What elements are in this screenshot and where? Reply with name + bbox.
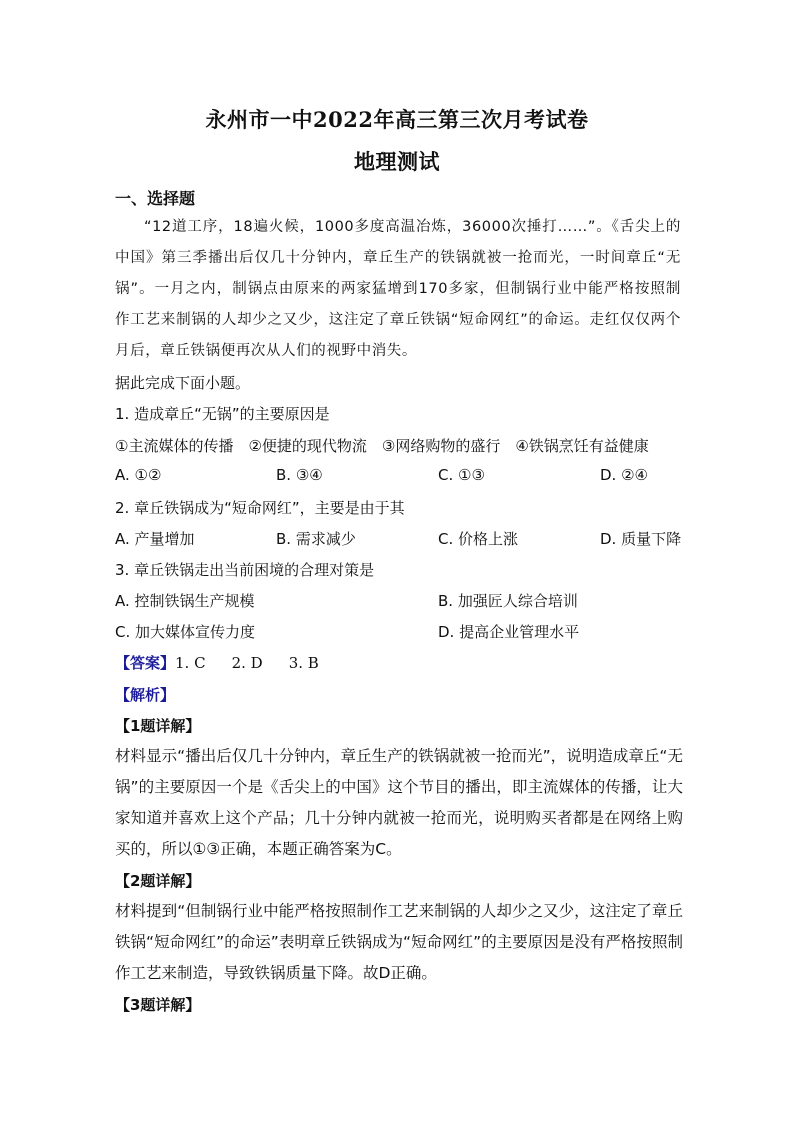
question-2-option-d: D. 质量下降 [600, 530, 682, 548]
reading-passage: “12道工序，18遍火候，1000多度高温冶炼，36000次捶打……”。《舌尖上的中国》第三季播出后仅几十分钟内，章丘生产的铁锅就被一抢而光，一时间章丘“无锅”。一月之内，制锅点由原来的两家猛增到170多家，但制锅行业中能严格按照制作工艺来制锅的人却少之又少，这注定了章丘铁锅“短命网红”的命运。走红仅仅两个月后，章丘铁锅便再次从人们的视野中消失。 [115, 219, 681, 359]
detail-1-text: 材料显示“播出后仅几十分钟内，章丘生产的铁锅就被一抢而光”，说明造成章丘“无锅”的主要原因一个是《舌尖上的中国》这个节目的播出，即主流媒体的传播，让大家知道并喜欢上这个产品；几十分钟内就被一抢而光，说明购买者都是在网络上购买的，所以①③正确，本题正确答案为C。 [115, 747, 683, 858]
answer-line [115, 652, 345, 673]
detail-2-heading: 【2题详解】 [115, 872, 201, 890]
question-1-stem: 1. 造成章丘“无锅”的主要原因是 [115, 405, 330, 423]
question-3-option-c: C. 加大媒体宣传力度 [115, 623, 256, 641]
question-1-option-d: D. ②④ [600, 466, 648, 484]
answer-label: 【答案】 [115, 654, 176, 672]
question-1-option-b: B. ③④ [276, 466, 323, 484]
question-2-stem: 2. 章丘铁锅成为“短命网红”，主要是由于其 [115, 499, 405, 517]
question-3-option-b: B. 加强匠人综合培训 [438, 592, 578, 610]
page-title: 永州市一中2022年高三第三次月考试卷 [205, 107, 589, 132]
detail-2-text: 材料提到“但制锅行业中能严格按照制作工艺来制锅的人却少之又少，这注定了章丘铁锅“短命网红”的命运”表明章丘铁锅成为“短命网红”的主要原因是没有严格按照制作工艺来制造，导致铁锅质量下降。故D正确。 [115, 902, 683, 982]
detail-1-heading: 【1题详解】 [115, 717, 201, 735]
detail-3-heading: 【3题详解】 [115, 996, 201, 1014]
section-heading: 一、选择题 [115, 189, 196, 208]
question-3-option-a: A. 控制铁锅生产规模 [115, 592, 255, 610]
answer-1: 1. C [175, 654, 206, 672]
question-1-option-c: C. ①③ [438, 466, 485, 484]
page-subtitle: 地理测试 [354, 149, 440, 174]
analysis-label: 【解析】 [115, 686, 176, 704]
question-1-items: ①主流媒体的传播 ②便捷的现代物流 ③网络购物的盛行 ④铁锅烹饪有益健康 [115, 437, 649, 455]
question-3-option-d: D. 提高企业管理水平 [438, 623, 580, 641]
answer-2: 2. D [231, 654, 263, 672]
question-2-option-b: B. 需求减少 [276, 530, 356, 548]
answer-3: 3. B [288, 654, 319, 672]
question-1-option-a: A. ①② [115, 466, 162, 484]
question-2-option-a: A. 产量增加 [115, 530, 195, 548]
instruction-text: 据此完成下面小题。 [115, 374, 251, 392]
question-3-stem: 3. 章丘铁锅走出当前困境的合理对策是 [115, 561, 375, 579]
question-2-option-c: C. 价格上涨 [438, 530, 519, 548]
